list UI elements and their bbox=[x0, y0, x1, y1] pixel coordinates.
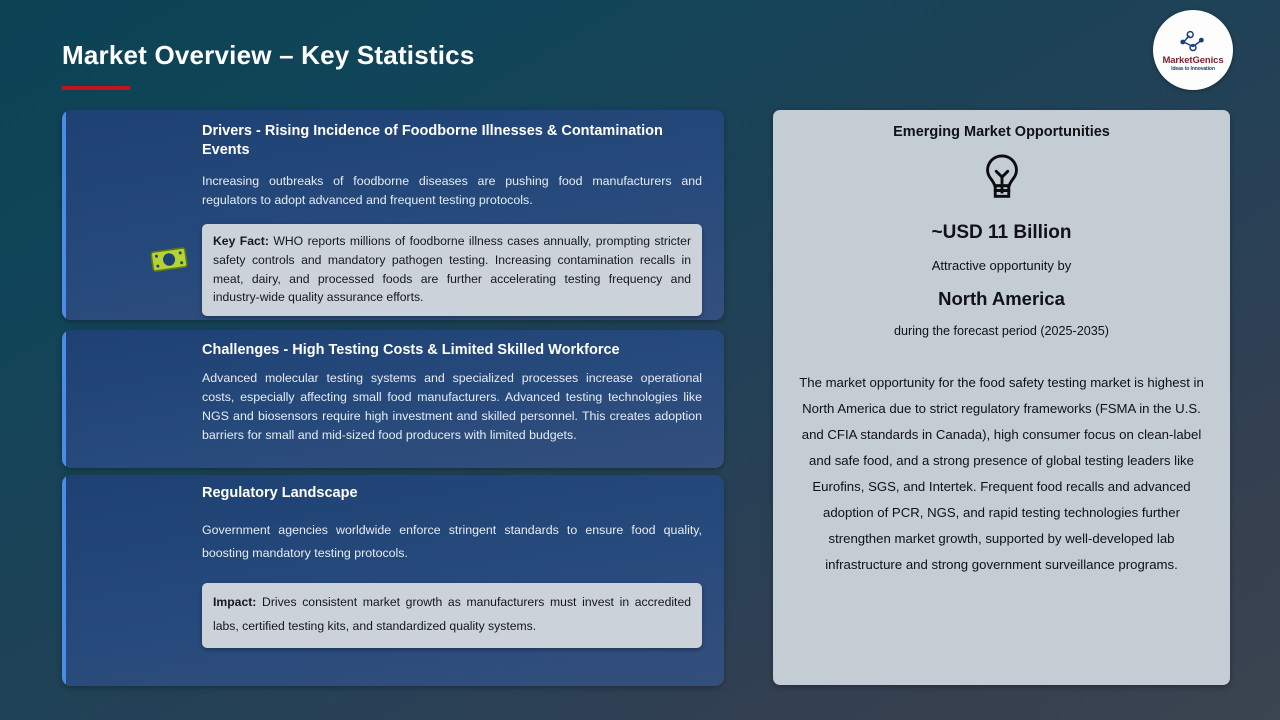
card-description: Government agencies worldwide enforce stringent standards to ensure food quality, boosting mandatory testing protocols. bbox=[202, 523, 702, 561]
network-nodes-icon bbox=[1178, 29, 1208, 55]
card-description: Increasing outbreaks of foodborne diseases are pushing food manufacturers and regulators to adopt advanced and frequent testing protocols. bbox=[202, 174, 702, 208]
impact-callout bbox=[202, 583, 702, 648]
brand-logo bbox=[1153, 10, 1233, 90]
card-title: Regulatory Landscape bbox=[202, 485, 358, 501]
page-title: Market Overview – Key Statistics bbox=[62, 40, 475, 70]
card-challenges[interactable] bbox=[62, 330, 724, 468]
impact-label: Impact: bbox=[213, 595, 257, 609]
panel-title: Emerging Market Opportunities bbox=[893, 124, 1110, 140]
lightbulb-icon bbox=[791, 153, 1212, 205]
title-underline-rule bbox=[62, 86, 130, 90]
banknote-icon bbox=[148, 238, 190, 280]
card-drivers[interactable] bbox=[62, 110, 724, 320]
impact-text: Drives consistent market growth as manufacturers must invest in accredited labs, certified testing kits, and standardized quality systems. bbox=[213, 595, 691, 633]
logo-name: MarketGenics bbox=[1162, 54, 1224, 66]
key-fact-callout bbox=[202, 224, 702, 316]
opportunity-subtitle: Attractive opportunity by bbox=[931, 258, 1072, 273]
card-accent-bar bbox=[62, 475, 66, 686]
panel-paragraph: The market opportunity for the food safety testing market is highest in North America due to strict regulatory frameworks (FSMA in the U.S. and CFIA standards in Canada), high consumer focus on clean-label and safe food, and a strong presence of global testing leaders like Eurofins, SGS, and Intertek. Frequent food recalls and advanced adoption of PCR, NGS, and rapid testing technologies further strengthen market growth, supported by well-developed lab infrastructure and strong government surveillance programs. bbox=[799, 375, 1204, 572]
card-accent-bar bbox=[62, 110, 66, 320]
region-name: North America bbox=[938, 288, 1065, 309]
emerging-market-opportunities-panel bbox=[773, 110, 1230, 685]
key-fact-label: Key Fact: bbox=[213, 234, 269, 249]
key-fact-text: WHO reports millions of foodborne illness cases annually, prompting stricter safety controls and mandatory pathogen testing. Increasing contamination recalls in meat, dairy, and processed foods are further accelerating testing frequency and industry-wide quality assurance efforts. bbox=[213, 234, 691, 305]
forecast-period: during the forecast period (2025-2035) bbox=[894, 324, 1109, 338]
card-accent-bar bbox=[62, 330, 66, 468]
card-title: Challenges - High Testing Costs & Limited Skilled Workforce bbox=[202, 342, 620, 358]
logo-tagline: Ideas to Innovation bbox=[1171, 65, 1215, 72]
card-title: Drivers - Rising Incidence of Foodborne Illnesses & Contamination Events bbox=[202, 123, 663, 159]
card-description: Advanced molecular testing systems and specialized processes increase operational costs, especially affecting small food manufacturers. Advanced testing technologies like NGS and biosensors require high investment and skilled personnel. This creates adoption barriers for small and mid-sized food producers with limited budgets. bbox=[202, 371, 702, 443]
card-regulatory[interactable] bbox=[62, 475, 724, 686]
market-value: ~USD 11 Billion bbox=[931, 222, 1072, 243]
